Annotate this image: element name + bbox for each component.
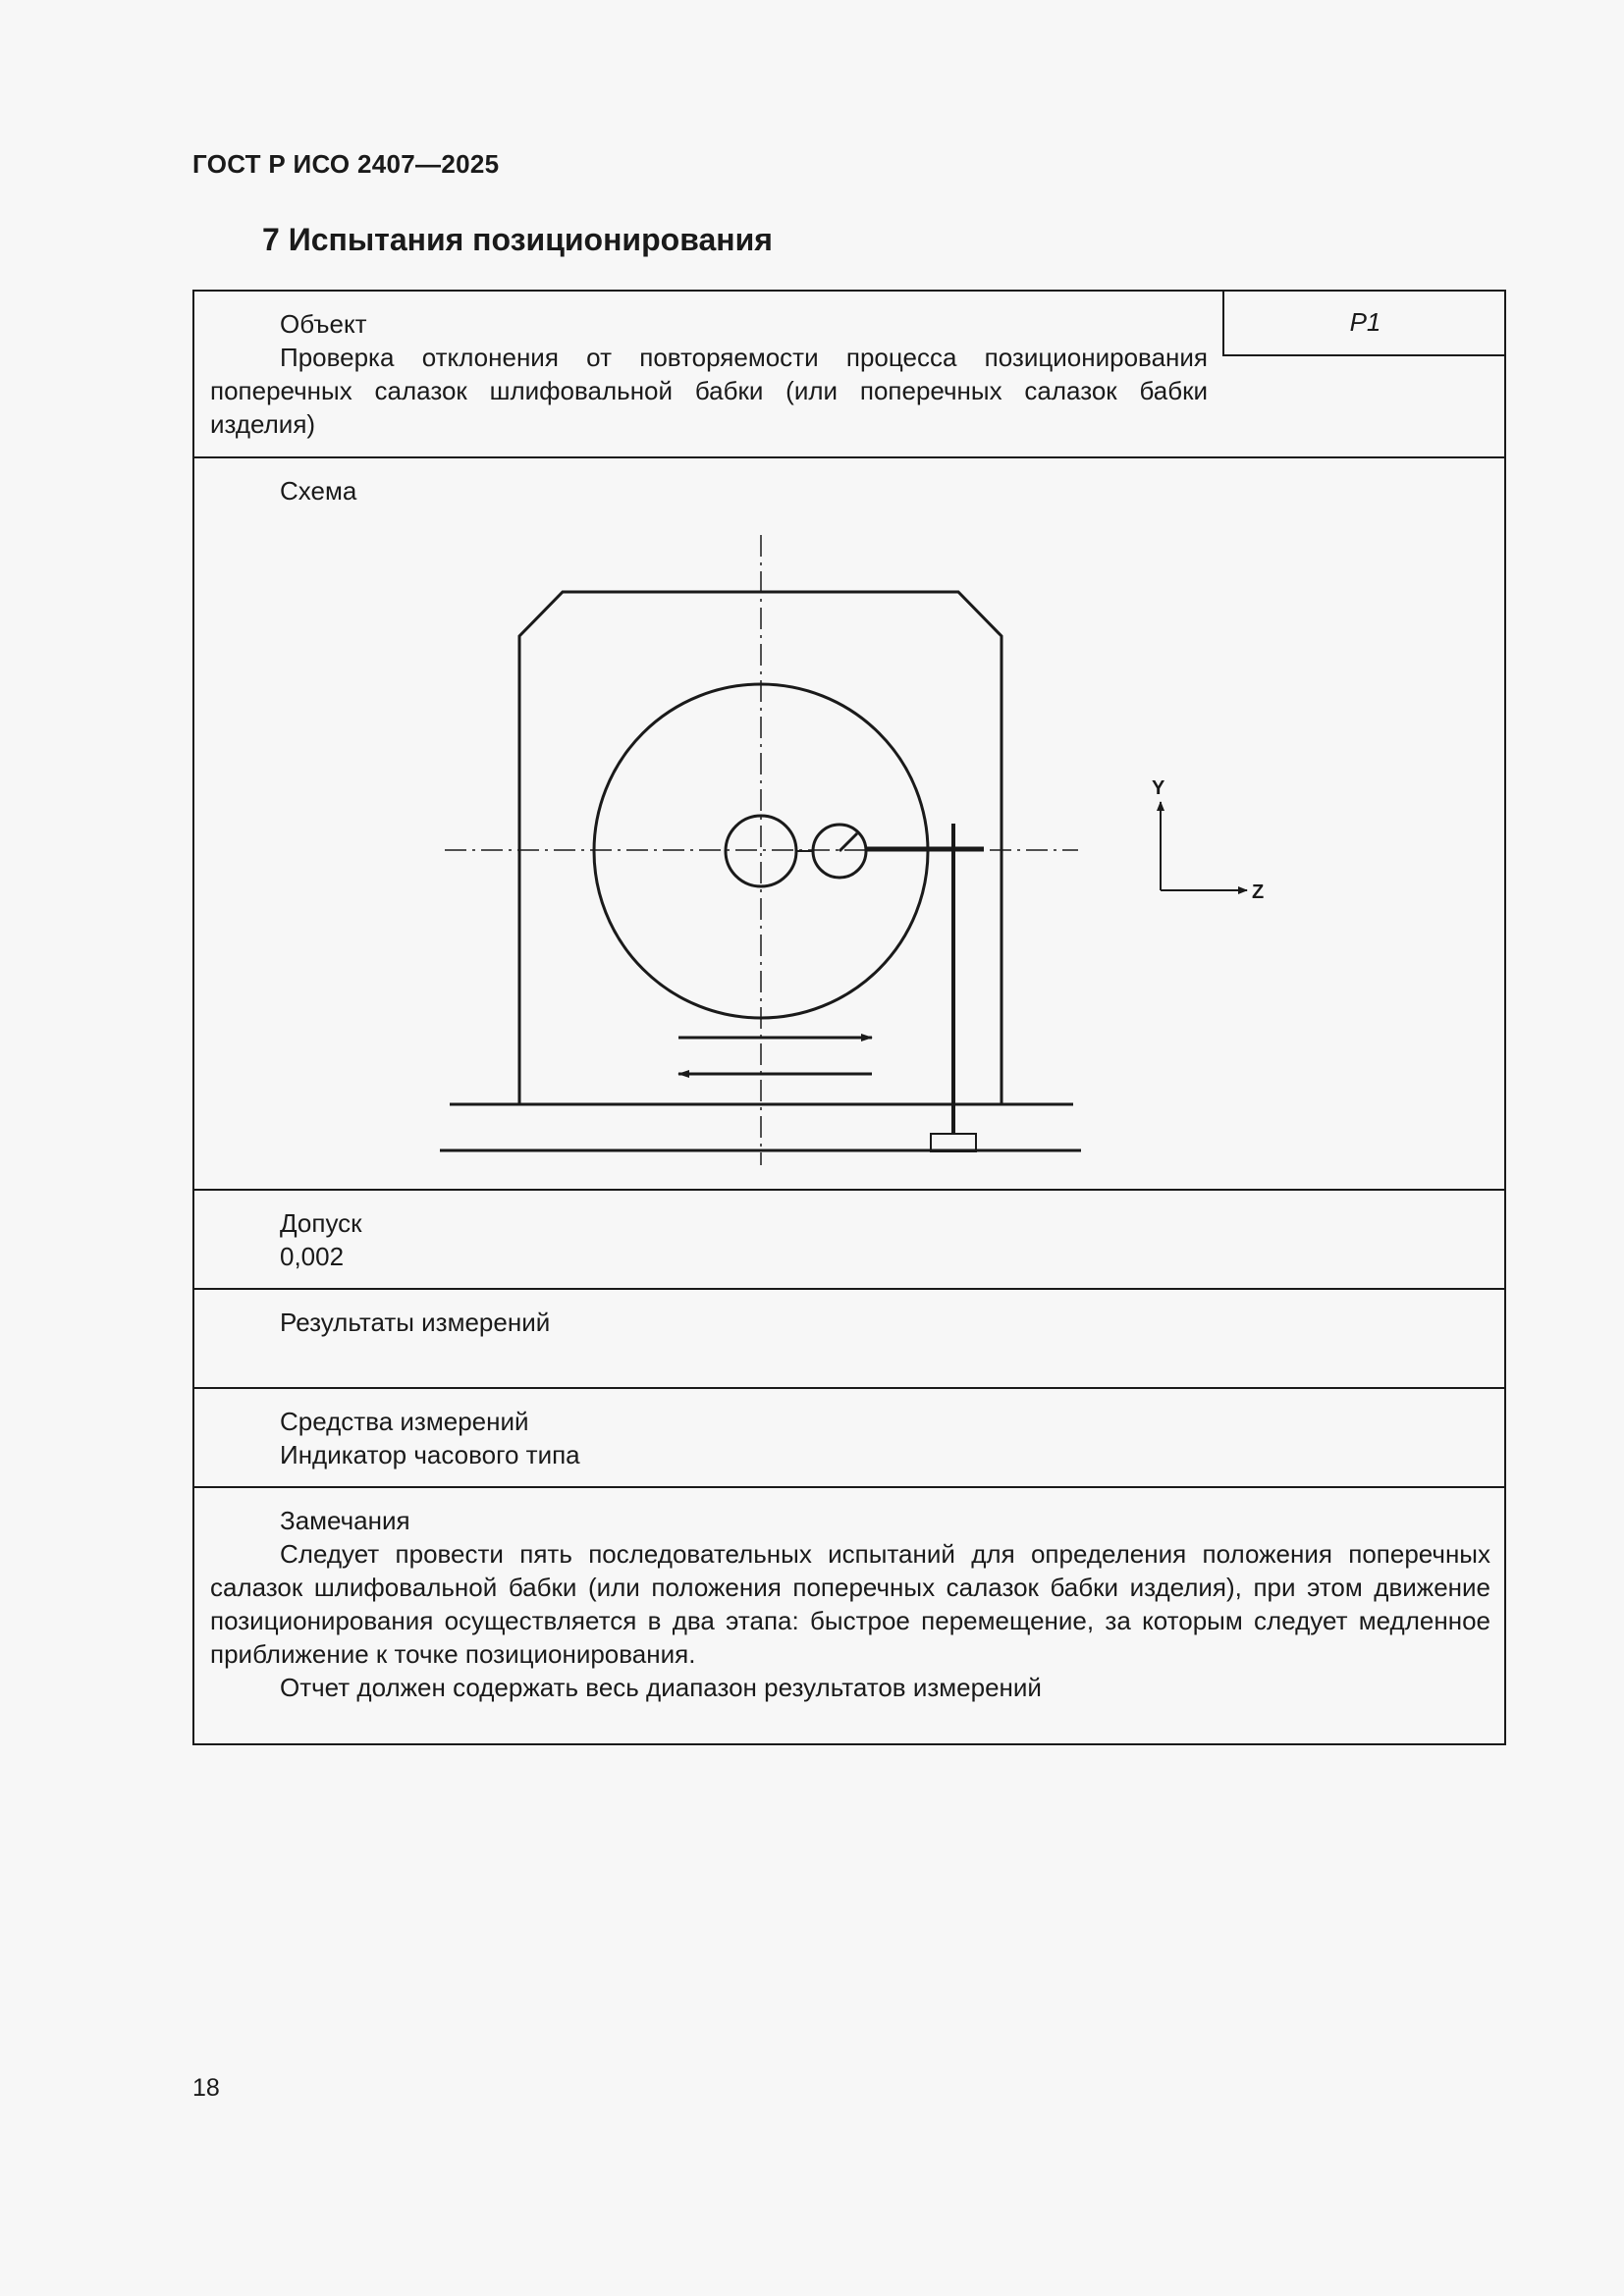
test-card-table bbox=[192, 290, 1506, 1745]
test-code: P1 bbox=[1222, 292, 1506, 356]
page-number: 18 bbox=[192, 2074, 220, 2102]
object-label: Объект bbox=[280, 309, 367, 339]
remarks-label: Замечания bbox=[280, 1506, 410, 1535]
remarks-text-2: Отчет должен содержать весь диапазон результатов измерений bbox=[280, 1673, 1042, 1702]
scheme-label: Схема bbox=[280, 476, 357, 506]
remarks-row bbox=[194, 1488, 1504, 1745]
instruments-value: Индикатор часового типа bbox=[280, 1440, 580, 1469]
instruments-row bbox=[194, 1389, 1504, 1488]
scheme-drawing bbox=[194, 458, 1504, 1189]
tolerance-value: 0,002 bbox=[280, 1242, 345, 1271]
object-text: Проверка отклонения от повторяемости процесса позиционирования поперечных салазок шлифовальной бабки (или поперечных салазок бабки изделия) bbox=[210, 343, 1208, 439]
results-label: Результаты измерений bbox=[280, 1308, 551, 1337]
results-row bbox=[194, 1290, 1504, 1389]
remarks-text-1: Следует провести пять последовательных испытаний для определения положения поперечных салазок шлифовальной бабки (или положения поперечных салазок бабки изделия), при этом движение позиционирования осуществляется в два этапа: быстрое перемещение, за которым следует медленное приближение к точке позиционирования. bbox=[210, 1539, 1490, 1669]
tolerance-row bbox=[194, 1191, 1504, 1290]
stand-base bbox=[931, 1134, 976, 1151]
dial-needle bbox=[839, 833, 857, 851]
object-row bbox=[194, 292, 1504, 458]
z-axis-label: Z bbox=[1252, 881, 1265, 903]
tolerance-label: Допуск bbox=[280, 1208, 362, 1238]
standard-header: ГОСТ Р ИСО 2407—2025 bbox=[192, 149, 500, 179]
instruments-label: Средства измерений bbox=[280, 1407, 529, 1436]
scheme-row bbox=[194, 458, 1504, 1191]
section-title: 7 Испытания позиционирования bbox=[262, 222, 773, 257]
y-axis-label: Y bbox=[1152, 777, 1165, 799]
